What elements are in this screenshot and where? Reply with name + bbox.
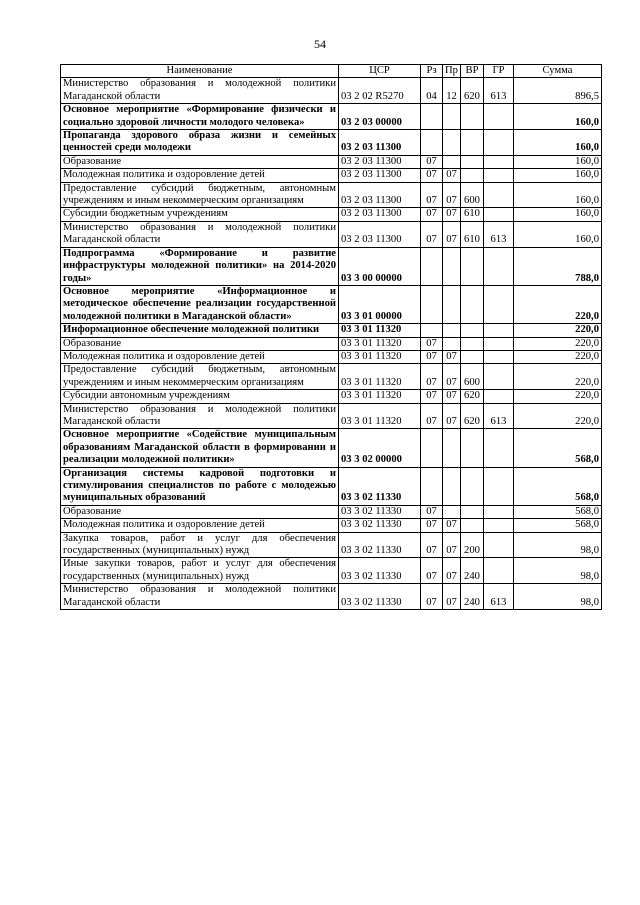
cell-vr — [461, 104, 484, 130]
table-row — [61, 130, 602, 156]
cell-sum: 160,0 — [514, 208, 602, 221]
cell-vr — [461, 130, 484, 156]
cell-name: Основное мероприятие «Информационное и методическое обеспечение реализации государственной молодежной политики в Магаданской области» — [61, 285, 339, 323]
cell-sum: 896,5 — [514, 78, 602, 104]
cell-name: Информационное обеспечение молодежной политики — [61, 324, 339, 337]
cell-vr — [461, 155, 484, 168]
table-row — [61, 364, 602, 390]
cell-vr — [461, 467, 484, 505]
cell-sum: 220,0 — [514, 285, 602, 323]
cell-gr — [484, 505, 514, 518]
cell-vr: 240 — [461, 558, 484, 584]
table-row — [61, 558, 602, 584]
cell-vr — [461, 505, 484, 518]
cell-rz: 04 — [421, 78, 443, 104]
cell-name: Министерство образования и молодежной политики Магаданской области — [61, 403, 339, 429]
cell-name: Министерство образования и молодежной политики Магаданской области — [61, 584, 339, 610]
cell-rz — [421, 467, 443, 505]
table-row — [61, 285, 602, 323]
cell-rz: 07 — [421, 350, 443, 363]
table-row — [61, 104, 602, 130]
cell-csr: 03 3 01 11320 — [339, 350, 421, 363]
header-name: Наименование — [61, 65, 339, 78]
cell-rz: 07 — [421, 505, 443, 518]
cell-csr: 03 2 03 11300 — [339, 182, 421, 208]
cell-pr: 07 — [443, 169, 461, 182]
cell-csr: 03 2 03 11300 — [339, 130, 421, 156]
cell-pr — [443, 285, 461, 323]
cell-sum: 220,0 — [514, 390, 602, 403]
cell-name: Министерство образования и молодежной политики Магаданской области — [61, 221, 339, 247]
cell-pr: 07 — [443, 390, 461, 403]
cell-sum: 160,0 — [514, 182, 602, 208]
cell-pr — [443, 324, 461, 337]
cell-name: Молодежная политика и оздоровление детей — [61, 169, 339, 182]
cell-pr: 07 — [443, 221, 461, 247]
cell-name: Молодежная политика и оздоровление детей — [61, 350, 339, 363]
cell-csr: 03 2 02 R5270 — [339, 78, 421, 104]
cell-gr — [484, 169, 514, 182]
table-row — [61, 337, 602, 350]
cell-name: Подпрограмма «Формирование и развитие инфраструктуры молодежной политики» на 2014-2020 годы» — [61, 247, 339, 285]
cell-name: Иные закупки товаров, работ и услуг для обеспечения государственных (муниципальных) нужд — [61, 558, 339, 584]
cell-rz: 07 — [421, 208, 443, 221]
cell-name: Субсидии бюджетным учреждениям — [61, 208, 339, 221]
cell-gr — [484, 532, 514, 558]
cell-rz: 07 — [421, 169, 443, 182]
cell-name: Основное мероприятие «Содействие муниципальным образованиям Магаданской области в формировании и реализации молодежной политики» — [61, 429, 339, 467]
cell-name: Организация системы кадровой подготовки и стимулирования специалистов по работе с молодежью муниципальных образований — [61, 467, 339, 505]
page-number: 54 — [314, 37, 326, 51]
cell-name: Предоставление субсидий бюджетным, автономным учреждениям и иным некоммерческим организациям — [61, 364, 339, 390]
cell-gr — [484, 364, 514, 390]
header-vr: ВР — [461, 65, 484, 78]
cell-vr — [461, 324, 484, 337]
cell-gr — [484, 182, 514, 208]
table-row — [61, 467, 602, 505]
table-row — [61, 519, 602, 532]
cell-vr: 600 — [461, 364, 484, 390]
cell-csr: 03 3 02 11330 — [339, 558, 421, 584]
header-gr: ГР — [484, 65, 514, 78]
table-row — [61, 221, 602, 247]
cell-rz — [421, 130, 443, 156]
cell-csr: 03 3 02 11330 — [339, 467, 421, 505]
table-row — [61, 78, 602, 104]
cell-gr — [484, 285, 514, 323]
cell-csr: 03 3 00 00000 — [339, 247, 421, 285]
cell-pr — [443, 467, 461, 505]
cell-csr: 03 3 02 00000 — [339, 429, 421, 467]
cell-sum: 160,0 — [514, 104, 602, 130]
cell-vr: 610 — [461, 221, 484, 247]
budget-table — [60, 64, 602, 610]
cell-gr — [484, 247, 514, 285]
cell-csr: 03 2 03 11300 — [339, 155, 421, 168]
cell-rz: 07 — [421, 390, 443, 403]
cell-name: Образование — [61, 337, 339, 350]
cell-sum: 788,0 — [514, 247, 602, 285]
cell-sum: 160,0 — [514, 155, 602, 168]
cell-rz — [421, 324, 443, 337]
header-rz: Рз — [421, 65, 443, 78]
table-row — [61, 169, 602, 182]
cell-pr: 07 — [443, 364, 461, 390]
cell-rz: 07 — [421, 155, 443, 168]
cell-pr — [443, 505, 461, 518]
cell-gr — [484, 155, 514, 168]
cell-vr: 620 — [461, 390, 484, 403]
cell-rz: 07 — [421, 532, 443, 558]
cell-csr: 03 3 01 11320 — [339, 364, 421, 390]
table-body — [61, 78, 602, 610]
cell-sum: 568,0 — [514, 505, 602, 518]
cell-sum: 160,0 — [514, 169, 602, 182]
cell-vr: 620 — [461, 78, 484, 104]
cell-pr: 07 — [443, 350, 461, 363]
cell-sum: 98,0 — [514, 532, 602, 558]
cell-csr: 03 2 03 11300 — [339, 208, 421, 221]
cell-rz — [421, 247, 443, 285]
cell-gr: 613 — [484, 403, 514, 429]
cell-csr: 03 3 01 00000 — [339, 285, 421, 323]
cell-vr: 620 — [461, 403, 484, 429]
cell-csr: 03 3 02 11330 — [339, 584, 421, 610]
cell-pr: 12 — [443, 78, 461, 104]
cell-sum: 568,0 — [514, 429, 602, 467]
cell-name: Основное мероприятие «Формирование физически и социально здоровой личности молодого человека» — [61, 104, 339, 130]
cell-pr: 07 — [443, 584, 461, 610]
cell-name: Пропаганда здорового образа жизни и семейных ценностей среди молодежи — [61, 130, 339, 156]
cell-csr: 03 3 02 11330 — [339, 519, 421, 532]
cell-gr: 613 — [484, 584, 514, 610]
cell-vr: 600 — [461, 182, 484, 208]
cell-pr — [443, 337, 461, 350]
cell-gr — [484, 104, 514, 130]
cell-rz: 07 — [421, 182, 443, 208]
table-row — [61, 390, 602, 403]
cell-name: Молодежная политика и оздоровление детей — [61, 519, 339, 532]
cell-rz: 07 — [421, 584, 443, 610]
cell-vr — [461, 285, 484, 323]
cell-csr: 03 2 03 11300 — [339, 169, 421, 182]
cell-gr — [484, 429, 514, 467]
table-row — [61, 247, 602, 285]
header-pr: Пр — [443, 65, 461, 78]
cell-csr: 03 3 02 11330 — [339, 532, 421, 558]
table-row — [61, 155, 602, 168]
table-row — [61, 584, 602, 610]
cell-csr: 03 3 01 11320 — [339, 403, 421, 429]
cell-rz — [421, 104, 443, 130]
cell-gr — [484, 324, 514, 337]
cell-gr — [484, 519, 514, 532]
cell-csr: 03 3 01 11320 — [339, 390, 421, 403]
cell-csr: 03 3 01 11320 — [339, 337, 421, 350]
cell-sum: 220,0 — [514, 364, 602, 390]
cell-rz: 07 — [421, 364, 443, 390]
table-header-row — [61, 65, 602, 78]
cell-sum: 220,0 — [514, 324, 602, 337]
cell-gr — [484, 558, 514, 584]
cell-vr — [461, 337, 484, 350]
cell-name: Субсидии автономным учреждениям — [61, 390, 339, 403]
cell-rz — [421, 429, 443, 467]
cell-sum: 160,0 — [514, 130, 602, 156]
cell-pr: 07 — [443, 519, 461, 532]
cell-vr — [461, 429, 484, 467]
cell-pr: 07 — [443, 403, 461, 429]
cell-gr — [484, 467, 514, 505]
cell-name: Закупка товаров, работ и услуг для обеспечения государственных (муниципальных) нужд — [61, 532, 339, 558]
cell-vr: 610 — [461, 208, 484, 221]
cell-vr: 200 — [461, 532, 484, 558]
cell-sum: 98,0 — [514, 558, 602, 584]
cell-sum: 160,0 — [514, 221, 602, 247]
table-row — [61, 208, 602, 221]
cell-sum: 220,0 — [514, 403, 602, 429]
cell-gr: 613 — [484, 78, 514, 104]
cell-sum: 220,0 — [514, 337, 602, 350]
cell-rz: 07 — [421, 221, 443, 247]
table-row — [61, 403, 602, 429]
cell-pr — [443, 247, 461, 285]
cell-rz — [421, 285, 443, 323]
cell-csr: 03 3 01 11320 — [339, 324, 421, 337]
cell-pr — [443, 429, 461, 467]
cell-vr — [461, 169, 484, 182]
cell-rz: 07 — [421, 403, 443, 429]
cell-pr — [443, 155, 461, 168]
cell-name: Министерство образования и молодежной политики Магаданской области — [61, 78, 339, 104]
cell-pr: 07 — [443, 182, 461, 208]
cell-csr: 03 2 03 00000 — [339, 104, 421, 130]
cell-csr: 03 2 03 11300 — [339, 221, 421, 247]
cell-vr — [461, 247, 484, 285]
cell-sum: 568,0 — [514, 519, 602, 532]
cell-pr — [443, 130, 461, 156]
cell-vr — [461, 350, 484, 363]
cell-gr — [484, 337, 514, 350]
table-row — [61, 532, 602, 558]
cell-pr — [443, 104, 461, 130]
cell-rz: 07 — [421, 337, 443, 350]
cell-sum: 568,0 — [514, 467, 602, 505]
cell-rz: 07 — [421, 558, 443, 584]
cell-vr — [461, 519, 484, 532]
cell-gr — [484, 208, 514, 221]
table-row — [61, 182, 602, 208]
table-row — [61, 324, 602, 337]
cell-csr: 03 3 02 11330 — [339, 505, 421, 518]
cell-sum: 98,0 — [514, 584, 602, 610]
cell-name: Образование — [61, 505, 339, 518]
cell-gr — [484, 350, 514, 363]
cell-pr: 07 — [443, 532, 461, 558]
cell-sum: 220,0 — [514, 350, 602, 363]
header-csr: ЦСР — [339, 65, 421, 78]
cell-rz: 07 — [421, 519, 443, 532]
cell-pr: 07 — [443, 558, 461, 584]
cell-gr — [484, 130, 514, 156]
header-sum: Сумма — [514, 65, 602, 78]
cell-name: Предоставление субсидий бюджетным, автономным учреждениям и иным некоммерческим организациям — [61, 182, 339, 208]
cell-gr: 613 — [484, 221, 514, 247]
table-row — [61, 350, 602, 363]
table-row — [61, 429, 602, 467]
cell-name: Образование — [61, 155, 339, 168]
cell-gr — [484, 390, 514, 403]
cell-pr: 07 — [443, 208, 461, 221]
table-row — [61, 505, 602, 518]
cell-vr: 240 — [461, 584, 484, 610]
